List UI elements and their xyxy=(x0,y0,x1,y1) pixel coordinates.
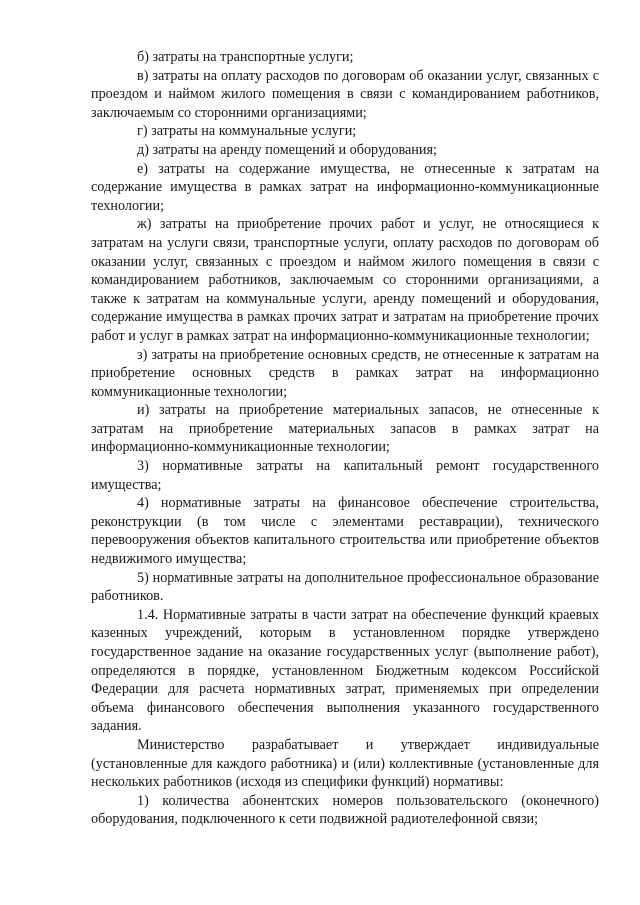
paragraph-rent: д) затраты на аренду помещений и оборудования; xyxy=(137,141,437,158)
paragraph-ministry-norms: Министерство разрабатывает и утверждает индивидуальные (установленные для каждого работника) и (или) коллективные (установленные для нескольких работников (исходя из специфики функций) нормативы: xyxy=(91,736,599,791)
document-page xyxy=(91,48,599,829)
paragraph-property-maintenance: е) затраты на содержание имущества, не отнесенные к затратам на содержание имущества в рамках затрат на информационно-коммуникационные технологии; xyxy=(91,160,599,214)
paragraph-business-trip-costs: в) затраты на оплату расходов по договорам об оказании услуг, связанных с проездом и наймом жилого помещения в связи с командированием работников, заключаемым со сторонними организациями; xyxy=(91,67,599,121)
paragraph-section-1-4: 1.4. Нормативные затраты в части затрат на обеспечение функций краевых казенных учреждений, которым в установленном порядке утверждено государственное задание на оказание государственных услуг (выполнение работ), определяются в порядке, установленном Бюджетным кодексом Российской Федерации для расчета нормативных затрат, применяемых при определении объема финансового обеспечения выполнения указанного государственного задания. xyxy=(91,606,599,735)
paragraph-material-stocks: и) затраты на приобретение материальных запасов, не отнесенные к затратам на приобретение материальных запасов в рамках затрат на информационно-коммуникационные технологии; xyxy=(91,402,599,456)
paragraph-capital-repair: 3) нормативные затраты на капитальный ремонт государственного имущества; xyxy=(91,458,599,493)
paragraph-fixed-assets: з) затраты на приобретение основных средств, не отнесенные к затратам на приобретение основных средств в рамках затрат на информационно коммуникационные технологии; xyxy=(91,346,599,400)
paragraph-professional-education: 5) нормативные затраты на дополнительное профессиональное образование работников. xyxy=(91,569,599,605)
paragraph-utilities: г) затраты на коммунальные услуги; xyxy=(137,123,357,140)
paragraph-subscriber-numbers: 1) количества абонентских номеров пользовательского (оконечного) оборудования, подключенного к сети подвижной радиотелефонной связи; xyxy=(91,792,599,828)
paragraph-other-works: ж) затраты на приобретение прочих работ и услуг, не относящиеся к затратам на услуги связи, транспортные услуги, оплату расходов по договорам об оказании услуг, связанных с проездом и наймом жилого помещения в связи с командированием работников, заключаемым со сторонними организациями, а также к затратам на коммунальные услуги, аренду помещений и оборудования, содержание имущества в рамках прочих затрат и затратам на приобретение прочих работ и услуг в рамках затрат на информационно-коммуникационные технологии; xyxy=(91,216,599,344)
paragraph-transport-services: б) затраты на транспортные услуги; xyxy=(137,49,354,65)
paragraph-construction-financing: 4) нормативные затраты на финансовое обеспечение строительства, реконструкции (в том числе с элементами реставрации), технического перевооружения объектов капитального строительства или приобретение объектов недвижимого имущества; xyxy=(91,495,599,568)
